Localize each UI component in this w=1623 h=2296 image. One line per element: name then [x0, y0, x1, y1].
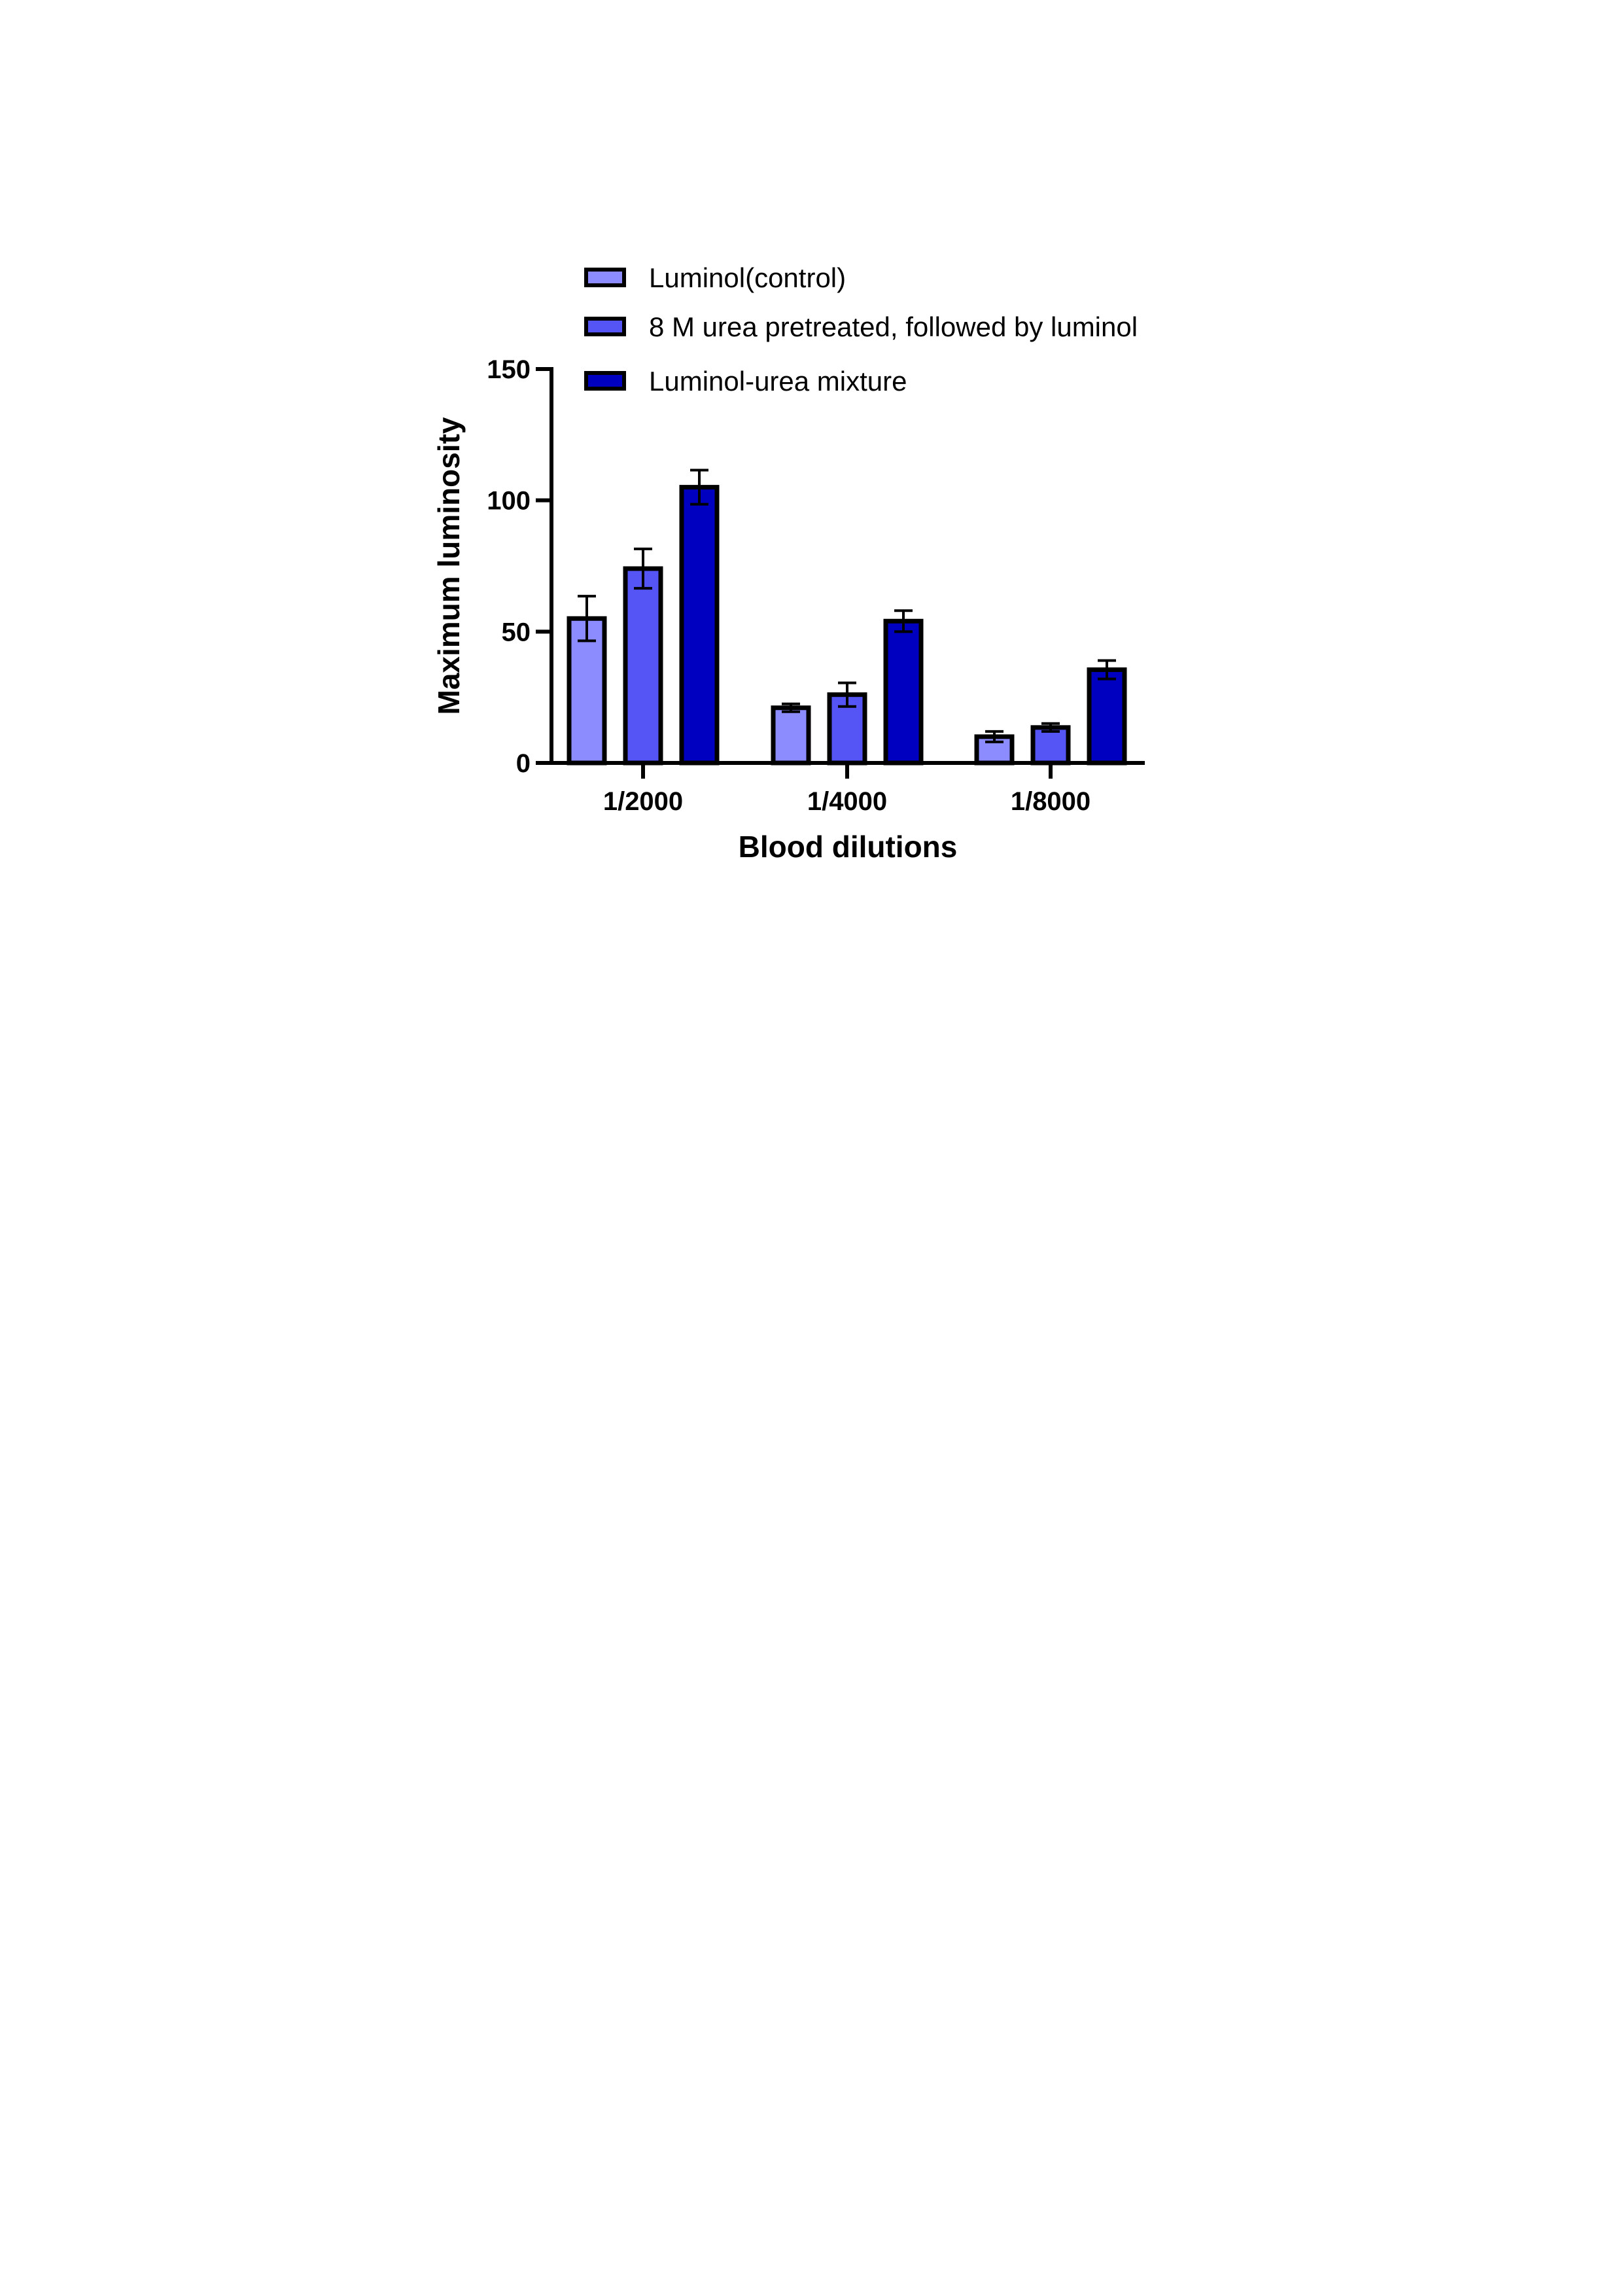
y-axis-title: Maximum luminosity — [432, 417, 466, 715]
y-tick-label: 50 — [501, 618, 531, 647]
legend-item — [586, 311, 1138, 342]
legend-swatch-icon — [586, 319, 624, 334]
legend-label: Luminol(control) — [649, 262, 846, 293]
legend — [586, 262, 1138, 397]
legend-label: Luminol-urea mixture — [649, 366, 907, 397]
bar — [886, 621, 921, 763]
bar — [1089, 670, 1125, 763]
x-tick-label: 1/4000 — [807, 787, 888, 816]
y-tick-label: 0 — [515, 749, 531, 778]
x-tick-label: 1/8000 — [1010, 787, 1091, 816]
x-tick-label: 1/2000 — [602, 787, 684, 816]
legend-item — [586, 262, 846, 293]
y-tick-label: 150 — [487, 355, 531, 384]
bar — [682, 487, 717, 763]
bars — [569, 470, 1125, 763]
y-tick-label: 100 — [487, 486, 531, 516]
bar — [1033, 728, 1068, 763]
bar — [773, 708, 809, 763]
bar — [625, 569, 661, 763]
x-axis-title: Blood dilutions — [738, 830, 958, 864]
legend-item — [586, 366, 907, 397]
legend-label: 8 M urea pretreated, followed by luminol — [649, 311, 1138, 342]
legend-swatch-icon — [586, 270, 624, 285]
legend-swatch-icon — [586, 373, 624, 389]
